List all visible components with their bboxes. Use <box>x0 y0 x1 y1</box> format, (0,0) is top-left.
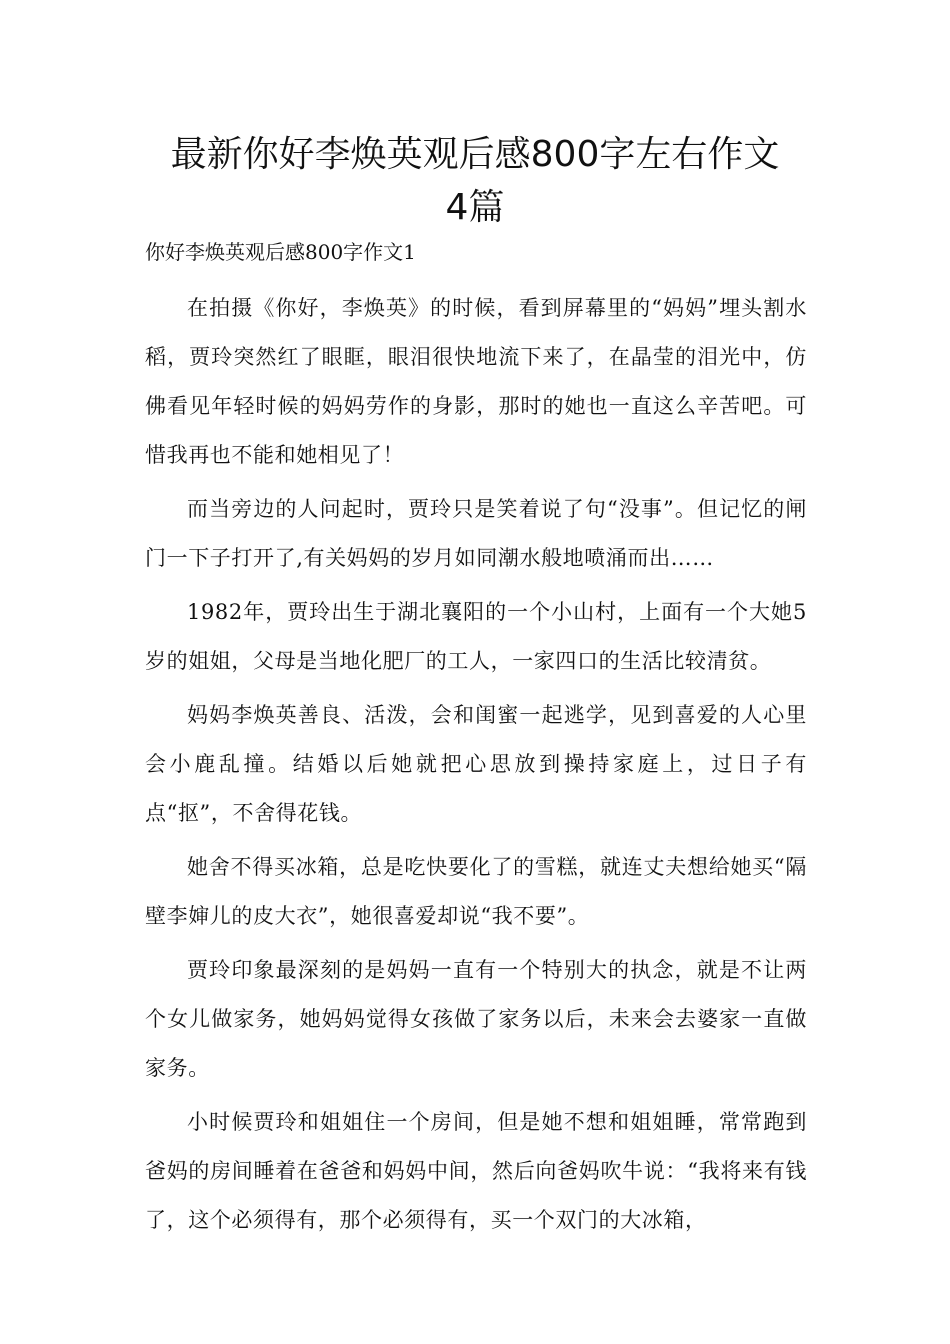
section-heading: 你好李焕英观后感800字作文1 <box>145 240 416 264</box>
paragraph: 小时候贾玲和姐姐住一个房间，但是她不想和姐姐睡，常常跑到爸妈的房间睡着在爸爸和妈妈中间，然后向爸妈吹牛说：“我将来有钱了，这个必须得有，那个必须得有，买一个双门的大冰箱， <box>145 1110 807 1232</box>
paragraph: 贾玲印象最深刻的是妈妈一直有一个特别大的执念，就是不让两个女儿做家务，她妈妈觉得女孩做了家务以后，未来会去婆家一直做家务。 <box>145 958 807 1080</box>
paragraph: 1982年，贾玲出生于湖北襄阳的一个小山村，上面有一个大她5岁的姐姐，父母是当地化肥厂的工人，一家四口的生活比较清贫。 <box>145 600 807 673</box>
document-title <box>120 128 830 234</box>
paragraph: 而当旁边的人问起时，贾玲只是笑着说了句“没事”。但记忆的闸门一下子打开了,有关妈妈的岁月如同潮水般地喷涌而出…… <box>145 497 807 570</box>
title-line-1: 最新你好李焕英观后感800字左右作文 <box>170 134 780 175</box>
paragraph: 在拍摄《你好，李焕英》的时候，看到屏幕里的“妈妈”埋头割水稻，贾玲突然红了眼眶，眼泪很快地流下来了，在晶莹的泪光中，仿佛看见年轻时候的妈妈劳作的身影，那时的她也一直这么辛苦吧。可惜我再也不能和她相见了！ <box>145 296 807 467</box>
paragraph: 她舍不得买冰箱，总是吃快要化了的雪糕，就连丈夫想给她买“隔壁李婶儿的皮大衣”，她很喜爱却说“我不要”。 <box>145 855 807 928</box>
title-line-2: 4篇 <box>445 187 505 228</box>
article-body <box>145 284 807 1250</box>
paragraph: 妈妈李焕英善良、活泼，会和闺蜜一起逃学，见到喜爱的人心里会小鹿乱撞。结婚以后她就把心思放到操持家庭上，过日子有点“抠”，不舍得花钱。 <box>145 703 807 825</box>
